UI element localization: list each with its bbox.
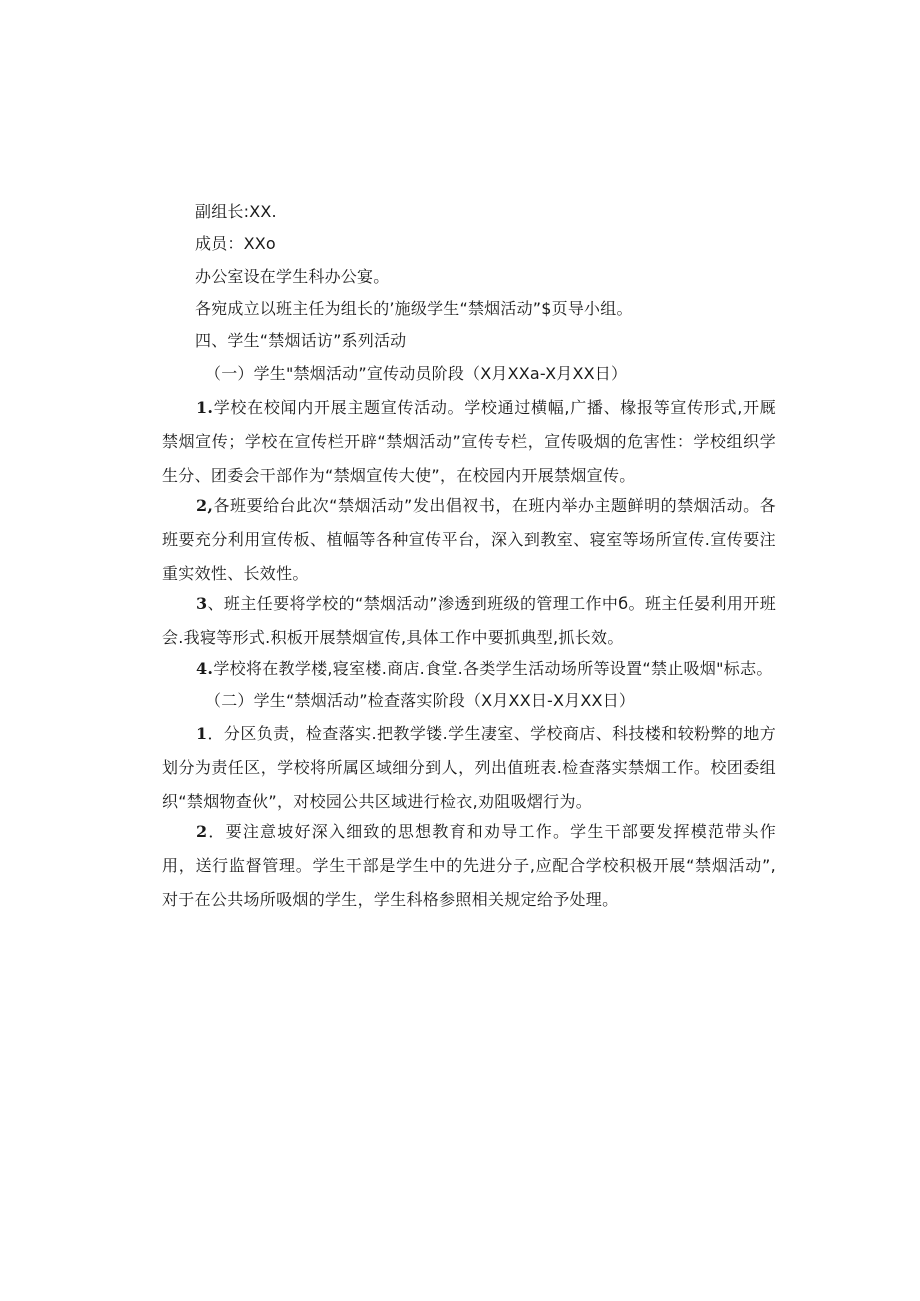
item-text: 各班要给台此次“禁烟活动”发出倡衩书，在班内举办主题鲜明的禁烟活动。各班要充分利用宣传板、植幅等各种宣传平台，深入到教室、寝室等场所宣传.宣传要注重实效性、长效性。 [162, 496, 776, 583]
item-number: 2, [196, 496, 214, 515]
stage-one-item-2 [162, 489, 776, 591]
stage-two-item-1 [162, 717, 776, 819]
members-line: 成员：XXo [195, 234, 276, 253]
class-groups-line: 各宛成立以班主任为组长的’施级学生“禁烟活动”$页导小组。 [195, 299, 633, 318]
item-text: ．分区负责，检查落实.把教学镂.学生凄室、学校商店、科技楼和较粉弊的地方划分为责任区，学校将所属区域细分到人，列出值班表.检查落实禁烟工作。校团委组织“禁烟物查伙”，对校园公共区域进行检衣,劝阻吸熠行为。 [162, 724, 776, 811]
item-number: 3 [196, 594, 208, 613]
stage-one-item-4 [162, 652, 776, 686]
deputy-leader-line: 副组长:XX. [195, 202, 277, 221]
item-text: ．要注意坡好深入细致的思想教育和劝导工作。学生干部要发挥模范带头作用，送行监督管理。学生干部是学生中的先进分子,应配合学校积极开展“禁烟活动”,对于在公共场所吸烟的学生，学生科格参照相关规定给予处理。 [162, 822, 776, 909]
item-text: 、班主任要将学校的“禁烟活动”渗透到班级的管理工作中б。班主任晏利用开班会.我寝等形式.积板开展禁烟宣传,具体工作中要抓典型,抓长效。 [162, 594, 776, 647]
item-text: 学校将在教学楼,寝室楼.商店.食堂.各类学生活动场所等设置“禁止吸烟"标志。 [213, 659, 773, 678]
item-number: 1. [196, 398, 214, 417]
item-text: 学校在校闻内开展主题宣传活动。学校通过横幅,广播、椽报等宣传形式,开厩禁烟宣传；学校在宣传栏开辟“禁烟活动”宣传专栏，宣传吸烟的危害性：学校组织学生分、团委会干部作为“禁烟宣传大使”，在校园内开展禁烟宣传。 [162, 398, 776, 485]
office-line: 办公室设在学生科办公宴。 [195, 267, 390, 286]
stage-one-item-3 [162, 587, 776, 655]
stage-one-heading: （一）学生"禁烟活动”宣传动员阶段（X月XXa-X月XX日） [205, 364, 628, 383]
stage-two-item-2 [162, 815, 776, 917]
item-number: 1 [196, 724, 208, 743]
item-number: 4. [196, 659, 214, 678]
stage-one-item-1 [162, 391, 776, 493]
section-four-heading: 四、学生“禁烟话访”系列活动 [195, 331, 407, 350]
stage-two-heading: （二）学生“禁烟活动”检查落实阶段（X月XX日-X月XX日） [205, 691, 636, 710]
item-number: 2 [196, 822, 208, 841]
